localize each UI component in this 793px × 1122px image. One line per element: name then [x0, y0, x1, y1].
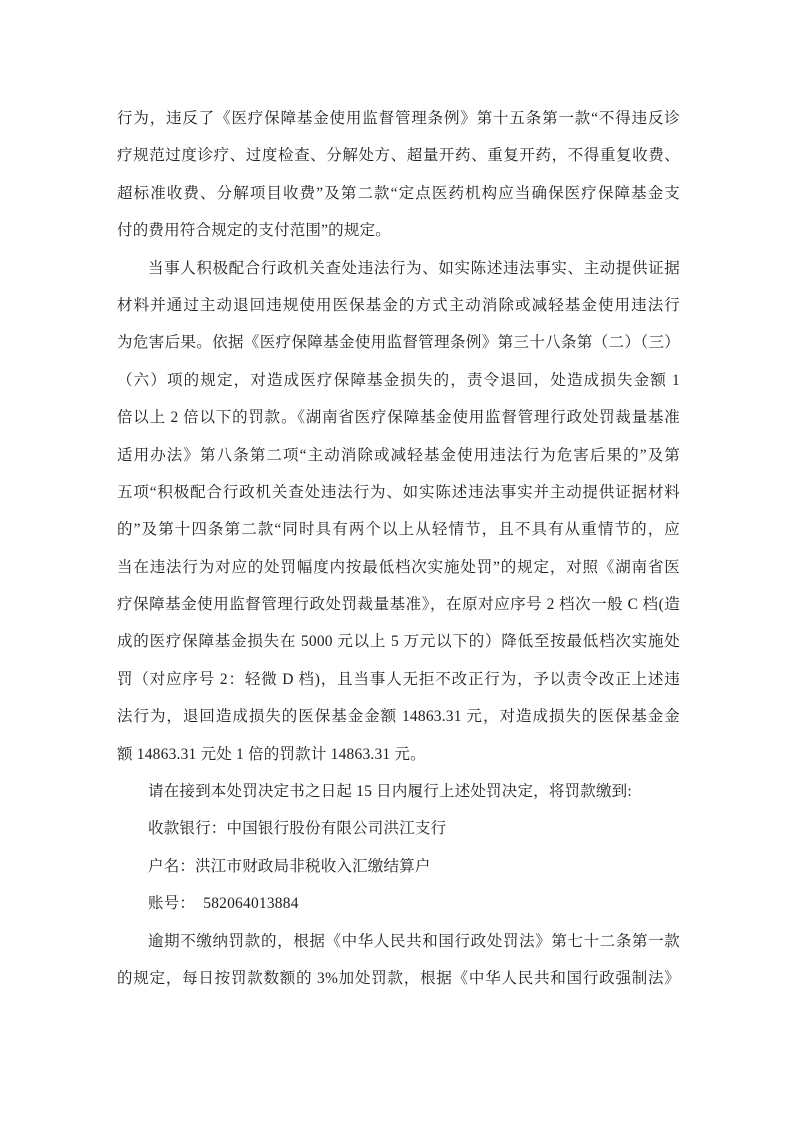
text-line-7: 为危害后果。依据《医疗保障基金使用监督管理条例》第三十八条第（二）（三） — [117, 334, 680, 352]
text-line-14: 疗保障基金使用监督管理行政处罚裁量基准》，在原对应序号 2 档次一般 C 档(造 — [117, 596, 680, 614]
text-line-9: 倍以上 2 倍以下的罚款。《湖南省医疗保障基金使用监督管理行政处罚裁量基准 — [117, 409, 680, 427]
account-number-line: 账号： 582064013884 — [148, 895, 299, 913]
text-line-18: 额 14863.31 元处 1 倍的罚款计 14863.31 元。 — [117, 745, 426, 763]
document-body — [117, 100, 680, 997]
text-line-4: 付的费用符合规定的支付范围”的规定。 — [117, 222, 391, 240]
text-line-10: 适用办法》第八条第二项“主动消除或减轻基金使用违法行为危害后果的”及第 — [117, 446, 680, 464]
text-line-2: 疗规范过度诊疗、过度检查、分解处方、超量开药、重复开药，不得重复收费、 — [117, 147, 680, 165]
text-line-12: 的”及第十四条第二款“同时具有两个以上从轻情节，且不具有从重情节的，应 — [117, 521, 680, 539]
text-line-6: 材料并通过主动退回违规使用医保基金的方式主动消除或减轻基金使用违法行 — [117, 296, 680, 314]
text-line-15: 成的医疗保障基金损失在 5000 元以上 5 万元以下的）降低至按最低档次实施处 — [117, 633, 680, 651]
text-line-1: 行为，违反了《医疗保障基金使用监督管理条例》第十五条第一款“不得违反诊 — [117, 110, 680, 127]
text-line-8: （六）项的规定，对造成医疗保障基金损失的，责令退回，处造成损失金额 1 — [117, 371, 680, 389]
text-line-24: 的规定，每日按罚款数额的 3%加处罚款，根据《中华人民共和国行政强制法》 — [117, 969, 680, 987]
text-line-23: 逾期不缴纳罚款的，根据《中华人民共和国行政处罚法》第七十二条第一款 — [148, 932, 680, 950]
text-line-3: 超标准收费、分解项目收费”及第二款“定点医药机构应当确保医疗保障基金支 — [117, 184, 680, 202]
payment-instruction-line: 请在接到本处罚决定书之日起 15 日内履行上述处罚决定，将罚款缴到: — [148, 783, 632, 801]
text-line-13: 当在违法行为对应的处罚幅度内按最低档次实施处罚”的规定，对照《湖南省医 — [117, 558, 680, 576]
text-line-17: 法行为，退回造成损失的医保基金金额 14863.31 元，对造成损失的医保基金金 — [117, 708, 680, 726]
account-name-line: 户名：洪江市财政局非税收入汇缴结算户 — [148, 857, 431, 875]
text-line-5: 当事人积极配合行政机关查处违法行为、如实陈述违法事实、主动提供证据 — [148, 259, 680, 277]
text-line-11: 五项“积极配合行政机关查处违法行为、如实陈述违法事实并主动提供证据材料 — [117, 483, 680, 501]
receiving-bank-line: 收款银行：中国银行股份有限公司洪江支行 — [148, 820, 447, 838]
text-line-16: 罚（对应序号 2：轻微 D 档)，且当事人无拒不改正行为，予以责令改正上述违 — [117, 670, 680, 688]
